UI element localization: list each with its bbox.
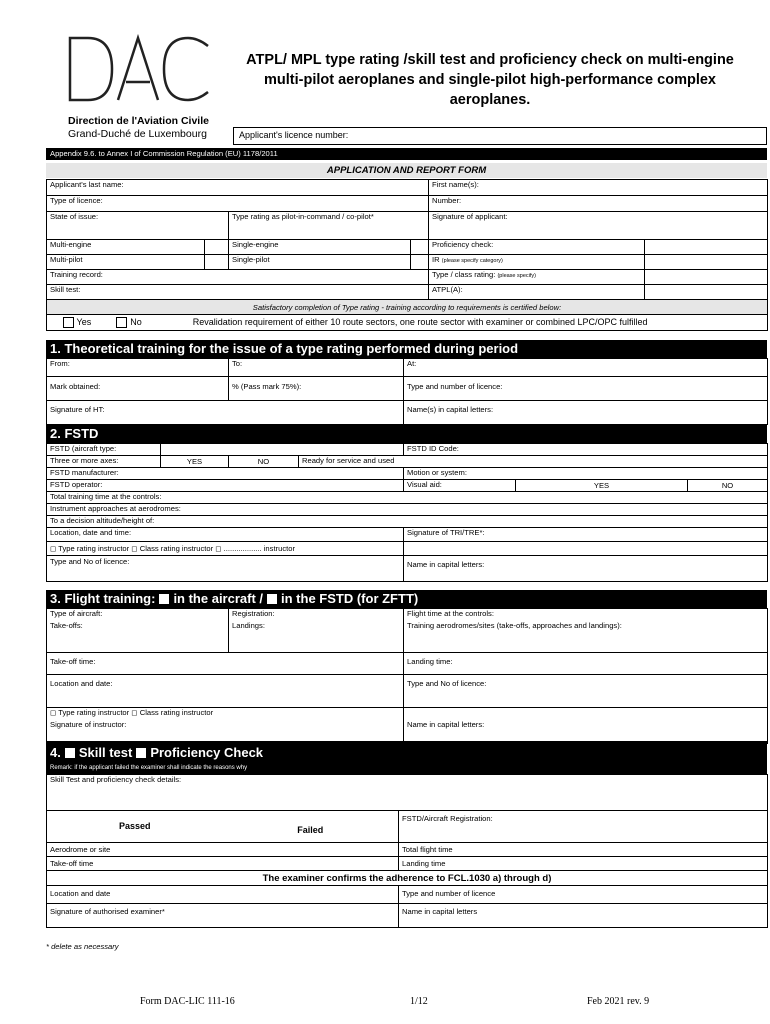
takeoffs-field[interactable]: Take-offs: (47, 621, 229, 653)
flight-time-field[interactable]: Flight time at the controls: (404, 609, 768, 621)
ft-licence-type-field[interactable]: Type and No of licence: (404, 675, 768, 708)
st-name-caps-field[interactable]: Name in capital letters (399, 904, 768, 928)
fstd-name-caps-field[interactable]: Name in capital letters: (404, 556, 768, 582)
ready-for-service: Ready for service and used (299, 456, 768, 468)
ft-name-space[interactable] (404, 708, 768, 720)
section4-remark: Remark: if the applicant failed the examiner shall indicate the reasons why (50, 765, 248, 771)
location-date-time-field[interactable]: Location, date and time: (47, 528, 404, 542)
aerodrome-site-field[interactable]: Aerodrome or site (47, 843, 399, 857)
from-field[interactable]: From: (47, 359, 229, 377)
at-field[interactable]: At: (404, 359, 768, 377)
fstd-licence-type-field[interactable]: Type and No of licence: (47, 556, 404, 582)
state-of-issue-field[interactable]: State of issue: (47, 212, 229, 240)
type-class-value[interactable] (645, 270, 768, 285)
landings-field[interactable]: Landings: (229, 621, 404, 653)
fstd-aircraft-label: FSTD (aircraft type: (47, 444, 161, 456)
last-name-field[interactable]: Applicant's last name: (47, 180, 429, 196)
ht-signature-field[interactable]: Signature of HT: (47, 401, 404, 425)
footer-form-id: Form DAC-LIC 111-16 (140, 996, 235, 1007)
atpl-value[interactable] (645, 285, 768, 300)
tri-signature-space[interactable] (404, 542, 768, 556)
page-title: ATPL/ MPL type rating /skill test and proficiency check on multi-engine multi-pilot aeroplanes and single-pilot high-performance complex aeroplanes. (246, 52, 734, 108)
ir-label: IR (please specify category) (429, 255, 645, 270)
section2-table (46, 443, 768, 582)
st-location-date-field[interactable]: Location and date (47, 886, 399, 904)
section4-table (46, 774, 768, 928)
multi-engine-label: Multi-engine (47, 240, 205, 255)
section2-header: 2. FSTD (46, 425, 767, 443)
proficiency-check-label: Proficiency check: (429, 240, 645, 255)
to-field[interactable]: To: (229, 359, 404, 377)
section3-table (46, 608, 768, 744)
appendix-text: Appendix 9.6. to Annex I of Commission Regulation (EU) 1178/2011 (50, 149, 278, 158)
passed-option[interactable]: Passed (47, 811, 223, 843)
ir-value[interactable] (645, 255, 768, 270)
licence-number-label: Applicant's licence number: (239, 130, 349, 140)
fstd-aircraft-registration-field[interactable]: FSTD/Aircraft Registration: (399, 811, 768, 843)
authority-name: Direction de l'Aviation Civile (68, 115, 209, 127)
multi-pilot-label: Multi-pilot (47, 255, 205, 270)
total-flight-time-field[interactable]: Total flight time (399, 843, 768, 857)
single-engine-label: Single-engine (229, 240, 411, 255)
skill-test-details-field[interactable]: Skill Test and proficiency check details: (47, 775, 768, 811)
no-checkbox[interactable] (116, 317, 127, 328)
visual-aid-label: Visual aid: (404, 480, 516, 492)
yes-label: Yes (76, 316, 92, 327)
skill-test-checkbox[interactable] (65, 748, 75, 758)
licence-number-cell[interactable]: Number: (429, 196, 768, 212)
st-licence-type-field[interactable]: Type and number of licence (399, 886, 768, 904)
dac-logo-icon (66, 34, 216, 104)
pass-mark-field[interactable]: % (Pass mark 75%): (229, 377, 404, 401)
fstd-manufacturer-field[interactable]: FSTD manufacturer: (47, 468, 404, 480)
licence-number-field[interactable] (233, 127, 767, 145)
skill-test-field[interactable]: Skill test: (47, 285, 429, 300)
appendix-bar (46, 148, 767, 160)
section1-table (46, 358, 768, 425)
atpl-label: ATPL(A): (429, 285, 645, 300)
aircraft-type-field[interactable]: Type of aircraft: (47, 609, 229, 621)
delete-note: * delete as necessary (46, 942, 119, 951)
footer-revision: Feb 2021 rev. 9 (587, 996, 650, 1007)
landing-time-field[interactable]: Landing time: (404, 653, 768, 675)
certified-note: Satisfactory completion of Type rating - training according to requirements is certified below: (47, 300, 768, 315)
instrument-approaches-field[interactable]: Instrument approaches at aerodromes: (47, 504, 768, 516)
multi-engine-check[interactable] (205, 240, 229, 255)
names-caps-field[interactable]: Name(s) in capital letters: (404, 401, 768, 425)
type-class-label: Type / class rating: (please specify) (429, 270, 645, 285)
takeoff-time-field[interactable]: Take-off time: (47, 653, 404, 675)
ft-instructor-options[interactable]: ◻ Type rating instructor ◻ Class rating instructor (47, 708, 404, 720)
aircraft-checkbox[interactable] (159, 594, 169, 604)
fstd-checkbox[interactable] (267, 594, 277, 604)
st-takeoff-time-field[interactable]: Take-off time (47, 857, 399, 871)
first-name-field[interactable]: First name(s): (429, 180, 768, 196)
ft-name-caps-field[interactable]: Name in capital letters: (404, 720, 768, 744)
type-rating-pic-field[interactable]: Type rating as pilot-in-command / co-pilot* (229, 212, 429, 240)
instructor-type-options[interactable]: ◻ Type rating instructor ◻ Class rating instructor ◻ .................. instructor (47, 542, 404, 556)
visual-aid-no[interactable]: NO (688, 480, 768, 492)
training-record-field[interactable]: Training record: (47, 270, 429, 285)
three-axes-label: Three or more axes: (47, 456, 161, 468)
mark-field[interactable]: Mark obtained: (47, 377, 229, 401)
revalidation-row (47, 315, 768, 331)
visual-aid-yes[interactable]: YES (516, 480, 688, 492)
dac-logo (66, 34, 216, 104)
decision-altitude-field[interactable]: To a decision altitude/height of: (47, 516, 768, 528)
single-pilot-check[interactable] (411, 255, 429, 270)
authority-country: Grand-Duché de Luxembourg (68, 128, 207, 140)
instructor-signature-field[interactable]: Signature of instructor: (47, 720, 404, 744)
no-label: No (130, 316, 142, 327)
fstd-operator-field[interactable]: FSTD operator: (47, 480, 404, 492)
ft-location-date-field[interactable]: Location and date: (47, 675, 404, 708)
applicant-table (46, 179, 768, 331)
proficiency-check-checkbox[interactable] (136, 748, 146, 758)
motion-system-field[interactable]: Motion or system: (404, 468, 768, 480)
fstd-aircraft-value[interactable] (161, 444, 404, 456)
total-training-time-field[interactable]: Total training time at the controls: (47, 492, 768, 504)
training-aerodromes-field[interactable]: Training aerodromes/sites (take-offs, approaches and landings): (404, 621, 768, 653)
examiner-signature-field[interactable]: Signature of authorised examiner* (47, 904, 399, 928)
footer-page-number: 1/12 (410, 996, 428, 1007)
examiner-confirms: The examiner confirms the adherence to FCL.1030 a) through d) (47, 871, 768, 886)
registration-field[interactable]: Registration: (229, 609, 404, 621)
yes-checkbox[interactable] (63, 317, 74, 328)
section1-header: 1. Theoretical training for the issue of a type rating performed during period (46, 340, 767, 358)
failed-option[interactable]: Failed (223, 811, 399, 843)
type-number-field[interactable]: Type and number of licence: (404, 377, 768, 401)
three-axes-no[interactable]: NO (229, 456, 299, 468)
st-landing-time-field[interactable]: Landing time (399, 857, 768, 871)
licence-type-field[interactable]: Type of licence: (47, 196, 429, 212)
section4-header: 4. Skill test Proficiency Check Remark: if the applicant failed the examiner shall indicate the reasons why (46, 741, 767, 774)
fstd-id-field[interactable]: FSTD ID Code: (404, 444, 768, 456)
single-pilot-label: Single-pilot (229, 255, 411, 270)
three-axes-yes[interactable]: YES (161, 456, 229, 468)
form-title: APPLICATION AND REPORT FORM (46, 163, 767, 178)
multi-pilot-check[interactable] (205, 255, 229, 270)
applicant-signature-field[interactable]: Signature of applicant: (429, 212, 768, 240)
section3-header: 3. Flight training: in the aircraft / in the FSTD (for ZFTT) (46, 590, 767, 608)
single-engine-check[interactable] (411, 240, 429, 255)
tri-tre-signature-field[interactable]: Signature of TRI/TRE*: (404, 528, 768, 542)
revalidation-text: Revalidation requirement of either 10 route sectors, one route sector with examiner or combined LPC/OPC fulfilled (192, 316, 648, 327)
proficiency-check-value[interactable] (645, 240, 768, 255)
